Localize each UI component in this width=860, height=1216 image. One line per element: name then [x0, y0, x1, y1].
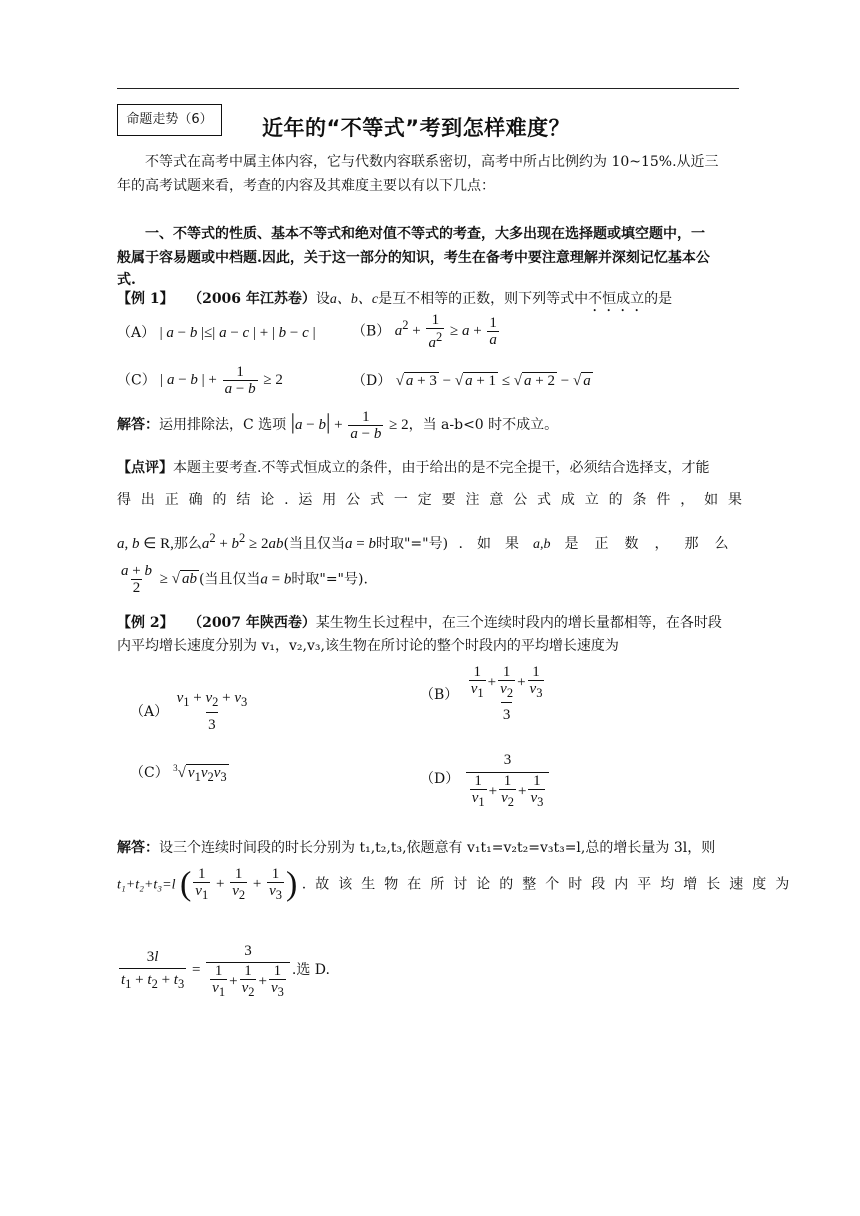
option-d-formula: √ a + 3 − √ a + 1 ≤ √ a + 2 − √ a — [395, 373, 591, 389]
ex2-option-c-label: （C） — [130, 765, 169, 781]
option-d-label: （D） — [352, 373, 392, 389]
example1-comment-4 — [117, 563, 742, 597]
section-tag: 命题走势（6） — [117, 104, 222, 136]
section1-line-2: 般属于容易题或中档题.因此，关于这一部分的知识，考生在备考中要注意理解并深刻记忆基本公 — [117, 250, 710, 266]
example2-answer-3-text: .选 D. — [291, 961, 330, 978]
example1-source: （2006 年江苏卷） — [188, 291, 316, 307]
comment-3c: 时取"="号) — [375, 536, 449, 552]
example1-option-c — [117, 364, 283, 398]
example2-answer-1 — [117, 836, 742, 860]
example2-stem-2: 内平均增长速度分别为 v₁，v₂,v₃,该生物在所讨论的整个时段内的平均增长速度为 — [117, 638, 619, 654]
example1-answer-b: ，当 a-b<0 时不成立。 — [408, 417, 559, 433]
example1-stem — [117, 287, 742, 315]
ex2-option-d-formula: 3 $\frac{1}{v_1}$ + $\frac{1}{v_2}$ + $\frac{1}{v_3}$ — [464, 771, 552, 787]
comment-ab: a,b — [532, 537, 551, 552]
example1-stem-c: 的是 — [644, 291, 673, 307]
example1-answer-a: 运用排除法，C 选项 — [159, 417, 287, 433]
ex2-option-b-label: （B） — [420, 686, 459, 703]
example2-sum-formula: ( $\frac{1}{v_1}$ + $\frac{1}{v_2}$ + $\frac{1}{v_3}$ ) — [179, 866, 298, 903]
example1-stem-b: 是互不相等的正数，则下列等式中 — [378, 291, 589, 307]
example1-stem-a: 设 — [315, 291, 330, 307]
comment-a-eq-b-2: a = b — [260, 571, 292, 588]
example1-emphasis: 不恒成立 — [588, 291, 645, 307]
comment-label: 【点评】 — [117, 460, 173, 476]
example1-answer-formula: |a − b| + $\frac{1}{a - b}$ ≥ 2 — [290, 408, 409, 442]
example1-comment-1 — [117, 456, 742, 480]
option-c-formula: | a − b | + $\frac{1}{a - b}$ ≥ 2 — [160, 364, 283, 397]
option-a-label: （A） — [117, 325, 156, 341]
ex2-option-c-formula: $^3$√ $v_1v_2v_3$ — [173, 763, 227, 784]
example1-comment-3 — [117, 526, 745, 557]
comment-3a: 那么 — [173, 536, 202, 552]
example2-answer-label: 解答： — [117, 840, 159, 856]
example2-label: 【例 2】 — [117, 615, 174, 631]
example2-option-c — [130, 762, 229, 785]
comment-3d: .如果 — [458, 536, 533, 552]
comment-line-1: 本题主要考查.不等式恒成立的条件，由于给出的是不完全提干，必须结合选择支，才能 — [173, 460, 710, 476]
example2-final-formula: $\frac{3l}{t_1 + t_2 + t_3}$ = 3 $\frac{1}{v_1}$ + $\frac{1}{v_2}$ + $\frac{1}{v_3}$ — [117, 962, 292, 978]
example2-option-a — [130, 688, 251, 737]
option-b-label: （B） — [352, 323, 391, 340]
example1-option-a — [117, 322, 316, 342]
comment-ineq-1: $a^2 + b^2 \ge 2ab$ — [201, 531, 284, 552]
comment-4b: 时取"="号). — [291, 571, 368, 588]
option-a-formula: | a − b |≤| a − c | + | b − c | — [159, 325, 316, 341]
example1-option-b — [352, 312, 501, 352]
section1-line-1: 一、不等式的性质、基本不等式和绝对值不等式的考查，大多出现在选择题或填空题中，一 — [145, 226, 705, 242]
example2-stem-1 — [117, 611, 742, 635]
ex2-option-a-label: （A） — [130, 703, 169, 720]
top-rule — [117, 88, 739, 89]
example1-answer — [117, 408, 742, 443]
option-c-label: （C） — [117, 372, 156, 389]
example1-answer-label: 解答： — [117, 417, 159, 433]
example2-source: （2007 年陕西卷） — [188, 615, 316, 631]
comment-3b: (当且仅当 — [283, 536, 345, 552]
ex2-option-d-label: （D） — [420, 770, 460, 787]
ex2-option-a-formula: $\frac{v_1 + v_2 + v_3}{3}$ — [173, 704, 252, 720]
example2-answer-2 — [117, 866, 799, 904]
comment-ab-in-r: a, b ∈ R, — [117, 536, 174, 552]
example2-answer-3 — [117, 940, 742, 1001]
intro-line-2: 年的高考试题来看，考查的内容及其难度主要以有以下几点： — [117, 178, 495, 194]
example2-answer-2b: .故该生物在所讨论的整个时段内平均增长速度为 — [301, 876, 799, 893]
comment-3e: 是正数，那么 — [564, 536, 745, 552]
section1-line-3: 式. — [117, 272, 136, 288]
example2-option-b — [420, 664, 550, 727]
example1-comment-2: 得出正确的结论.运用公式一定要注意公式成立的条件，如果 — [117, 492, 742, 508]
example2-option-d — [420, 748, 551, 811]
example1-option-d — [352, 370, 593, 390]
example1-stem-vars: a、b、c — [329, 292, 379, 307]
example1-label: 【例 1】 — [117, 291, 174, 307]
comment-ineq-2: $\frac{a + b}{2}$ ≥ √ ab — [121, 563, 197, 596]
intro-line-1: 不等式在高考中属主体内容，它与代数内容联系密切，高考中所占比例约为 10~15%.从近三 — [145, 154, 719, 170]
comment-a-eq-b-1: a = b — [345, 536, 376, 552]
example2-answer-2a: t₁+t₂+t₃=l — [117, 877, 176, 893]
comment-4a: (当且仅当 — [198, 571, 261, 588]
example2-stem-1-text: 某生物生长过程中，在三个连续时段内的增长量都相等，在各时段 — [315, 615, 722, 631]
option-b-formula: $a^2$ + $\frac{1}{a^2}$ ≥ a + $\frac{1}{a}$ — [394, 312, 497, 351]
example2-answer-1-text: 设三个连续时间段的时长分别为 t₁,t₂,t₃,依题意有 v₁t₁=v₂t₂=v₃t₃=l,总的增长量为 3l，则 — [159, 840, 716, 856]
ex2-option-b-formula: $\frac{1}{v_1}$ + $\frac{1}{v_2}$ + $\frac{1}{v_3}$ 3 — [463, 687, 551, 703]
page-title: 近年的“不等式”考到怎样难度？ — [262, 116, 571, 140]
